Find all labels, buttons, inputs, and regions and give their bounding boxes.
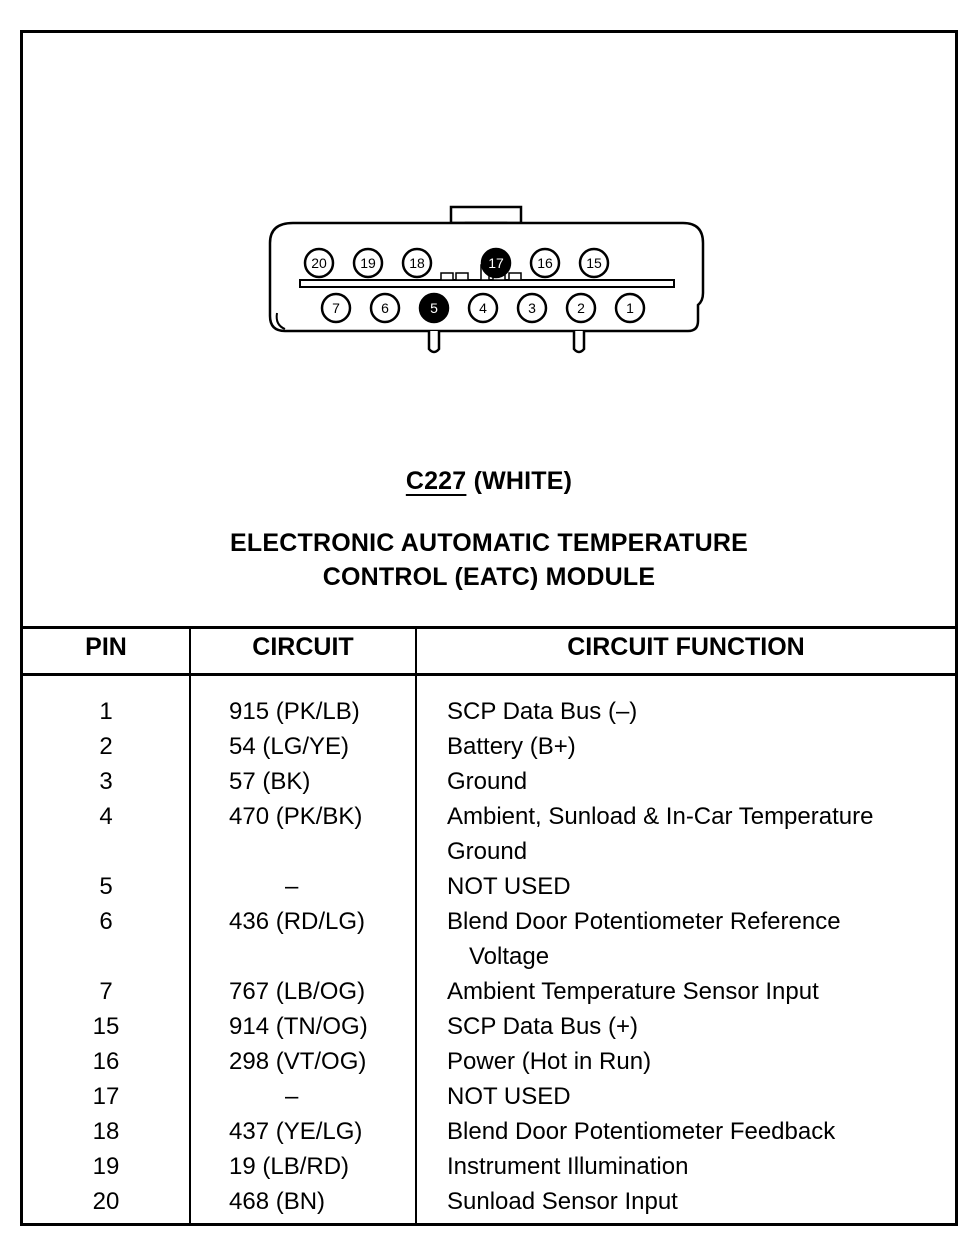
function-cell: Battery (B+) [447, 733, 576, 760]
pin-cell: 20 [92, 1188, 120, 1215]
function-cell: SCP Data Bus (–) [447, 698, 638, 725]
circuit-cell: 914 (TN/OG) [229, 1013, 368, 1040]
function-cell-continued: Ground [447, 838, 528, 865]
pin-7 [322, 294, 350, 322]
function-cell: Power (Hot in Run) [447, 1048, 652, 1075]
pin-number: 3 [528, 300, 536, 316]
pin-6 [371, 294, 399, 322]
circuit-cell: 19 (LB/RD) [229, 1153, 350, 1180]
pin-number: 2 [577, 300, 585, 316]
pin-cell: 1 [99, 698, 113, 725]
pin-number: 6 [381, 300, 389, 316]
pin-cell: 7 [99, 978, 113, 1005]
circuit-cell: 915 (PK/LB) [229, 698, 360, 725]
pin-3 [518, 294, 546, 322]
pin-cell: 17 [92, 1083, 120, 1110]
pin-cell: 16 [92, 1048, 120, 1075]
header-pin: PIN [85, 633, 127, 661]
table-header-divider [23, 673, 955, 676]
pin-17 [482, 249, 510, 277]
function-cell: NOT USED [447, 873, 571, 900]
pin-cell: 18 [92, 1118, 120, 1145]
pin-1 [616, 294, 644, 322]
pin-2 [567, 294, 595, 322]
function-cell: Instrument Illumination [447, 1153, 689, 1180]
module-name-line2: CONTROL (EATC) MODULE [322, 563, 656, 591]
pin-number: 18 [409, 255, 425, 271]
circuit-cell: 437 (YE/LG) [229, 1118, 363, 1145]
pin-number: 4 [479, 300, 487, 316]
connector-frame [20, 30, 958, 1226]
pin-16 [531, 249, 559, 277]
column-divider-1 [189, 626, 191, 1223]
function-cell: Ground [447, 768, 528, 795]
circuit-column [229, 694, 415, 1219]
pin-15 [580, 249, 608, 277]
pin-cell-blank [23, 939, 189, 974]
function-cell: Blend Door Potentiometer Reference [447, 908, 841, 935]
pin-cell: 2 [99, 733, 113, 760]
connector-id: C227 [405, 467, 467, 495]
circuit-cell: 298 (VT/OG) [229, 1048, 367, 1075]
function-column [447, 694, 947, 1219]
pin-18 [403, 249, 431, 277]
connector-color: (WHITE) [473, 467, 573, 495]
pin-number: 17 [488, 255, 504, 271]
circuit-cell: 470 (PK/BK) [229, 803, 363, 830]
header-circuit: CIRCUIT [252, 633, 354, 661]
circuit-cell: 436 (RD/LG) [229, 908, 366, 935]
connector-housing [270, 207, 703, 352]
pin-number: 7 [332, 300, 340, 316]
pin-4 [469, 294, 497, 322]
pin-cell: 19 [92, 1153, 120, 1180]
column-divider-2 [415, 626, 417, 1223]
pin-cell: 4 [99, 803, 113, 830]
pin-number: 20 [311, 255, 327, 271]
connector-diagram [23, 33, 955, 626]
pin-cell-blank [23, 834, 189, 869]
function-cell: Blend Door Potentiometer Feedback [447, 1118, 836, 1145]
function-cell: NOT USED [447, 1083, 571, 1110]
function-cell: Ambient Temperature Sensor Input [447, 978, 819, 1005]
table-top-border [23, 626, 955, 629]
circuit-cell: 767 (LB/OG) [229, 978, 366, 1005]
pin-cell: 5 [99, 873, 113, 900]
pin-5 [420, 294, 448, 322]
module-name-line1: ELECTRONIC AUTOMATIC TEMPERATURE [230, 529, 748, 557]
pin-number: 1 [626, 300, 634, 316]
function-cell-continued: Voltage [469, 943, 550, 970]
connector-title [23, 467, 955, 496]
pin-number: 15 [586, 255, 602, 271]
pin-cell: 3 [99, 768, 113, 795]
circuit-cell: 54 (LG/YE) [229, 733, 350, 760]
pin-column [23, 694, 189, 1219]
pin-number: 16 [537, 255, 553, 271]
pin-number: 19 [360, 255, 376, 271]
pin-20 [305, 249, 333, 277]
circuit-cell: – [285, 873, 299, 900]
circuit-cell: 57 (BK) [229, 768, 311, 795]
circuit-cell-blank [229, 939, 415, 974]
pin-cell: 6 [99, 908, 113, 935]
function-cell: Sunload Sensor Input [447, 1188, 678, 1215]
header-circuit-function: CIRCUIT FUNCTION [567, 633, 805, 661]
circuit-cell: – [285, 1083, 299, 1110]
function-cell: SCP Data Bus (+) [447, 1013, 638, 1040]
pin-19 [354, 249, 382, 277]
circuit-cell: 468 (BN) [229, 1188, 326, 1215]
pin-cell: 15 [92, 1013, 120, 1040]
function-cell: Ambient, Sunload & In-Car Temperature [447, 803, 874, 830]
circuit-cell-blank [229, 834, 415, 869]
pin-number: 5 [430, 300, 438, 316]
